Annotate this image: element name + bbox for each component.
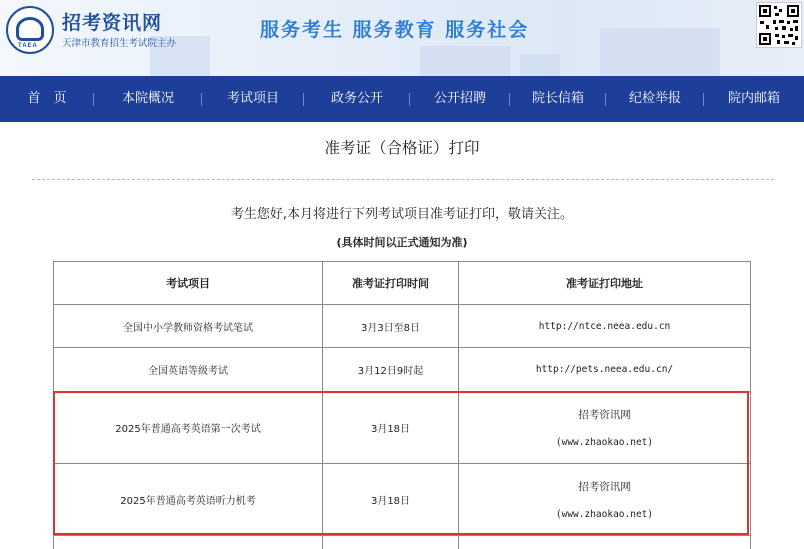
header-address: 准考证打印地址: [459, 262, 751, 305]
address-site-name[interactable]: 招考资讯网: [578, 409, 631, 421]
cell-address: [459, 392, 751, 464]
nav-item-report[interactable]: 纪检举报: [606, 76, 704, 122]
nav-item-about[interactable]: 本院概况: [94, 76, 202, 122]
slogan: 服务考生 服务教育 服务社会: [260, 19, 530, 41]
cell-address-link[interactable]: http://ntce.neea.edu.cn: [459, 305, 751, 348]
cell-project: 2025年普通高考英语第一次考试: [54, 392, 323, 464]
cell-address-link[interactable]: http://pets.neea.edu.cn/: [459, 348, 751, 392]
notice-subtext: (具体时间以正式通知为准): [336, 236, 468, 249]
table-row-partial: [54, 536, 751, 549]
cell-address: [459, 464, 751, 536]
nav-item-internal-mail[interactable]: 院内邮箱: [727, 91, 780, 106]
cell-project: 2025年普通高考英语听力机考: [54, 464, 323, 536]
header-banner: [0, 0, 804, 76]
nav-item-home[interactable]: 首 页: [0, 76, 94, 122]
table-header-row: [54, 262, 751, 305]
cell-time: 3月18日: [323, 392, 459, 464]
table-row: [54, 348, 751, 392]
cell-project: 全国英语等级考试: [54, 348, 323, 392]
site-logo[interactable]: [6, 6, 54, 54]
logo-tag: TAEA: [18, 43, 38, 49]
exam-table: [53, 261, 751, 549]
header-project: 考试项目: [54, 262, 323, 305]
nav-item-exams[interactable]: 考试项目: [202, 76, 304, 122]
nav-item-gov-info[interactable]: 政务公开: [304, 76, 410, 122]
cell-project: 全国中小学教师资格考试笔试: [54, 305, 323, 348]
site-name[interactable]: 招考资讯网: [62, 12, 163, 34]
cell-time: 3月18日: [323, 464, 459, 536]
divider: [32, 179, 774, 180]
address-url[interactable]: (www.zhaokao.net): [555, 509, 654, 520]
table-row: [54, 464, 751, 536]
main-nav: [0, 76, 804, 122]
qr-code-icon: [756, 2, 802, 48]
address-url[interactable]: (www.zhaokao.net): [555, 437, 654, 448]
page-title: 准考证（合格证）打印: [324, 139, 480, 157]
header-time: 准考证打印时间: [323, 262, 459, 305]
nav-item-recruitment[interactable]: 公开招聘: [410, 76, 510, 122]
site-subtitle: 天津市教育招生考试院主办: [62, 38, 177, 49]
table-row: [54, 305, 751, 348]
nav-item-president-mailbox[interactable]: 院长信箱: [510, 76, 606, 122]
notice-text: 考生您好,本月将进行下列考试项目准考证打印，敬请关注。: [230, 207, 574, 222]
table-row: [54, 392, 751, 464]
cell-time: 3月12日9时起: [323, 348, 459, 392]
cell-time: 3月3日至8日: [323, 305, 459, 348]
address-site-name[interactable]: 招考资讯网: [578, 481, 631, 493]
